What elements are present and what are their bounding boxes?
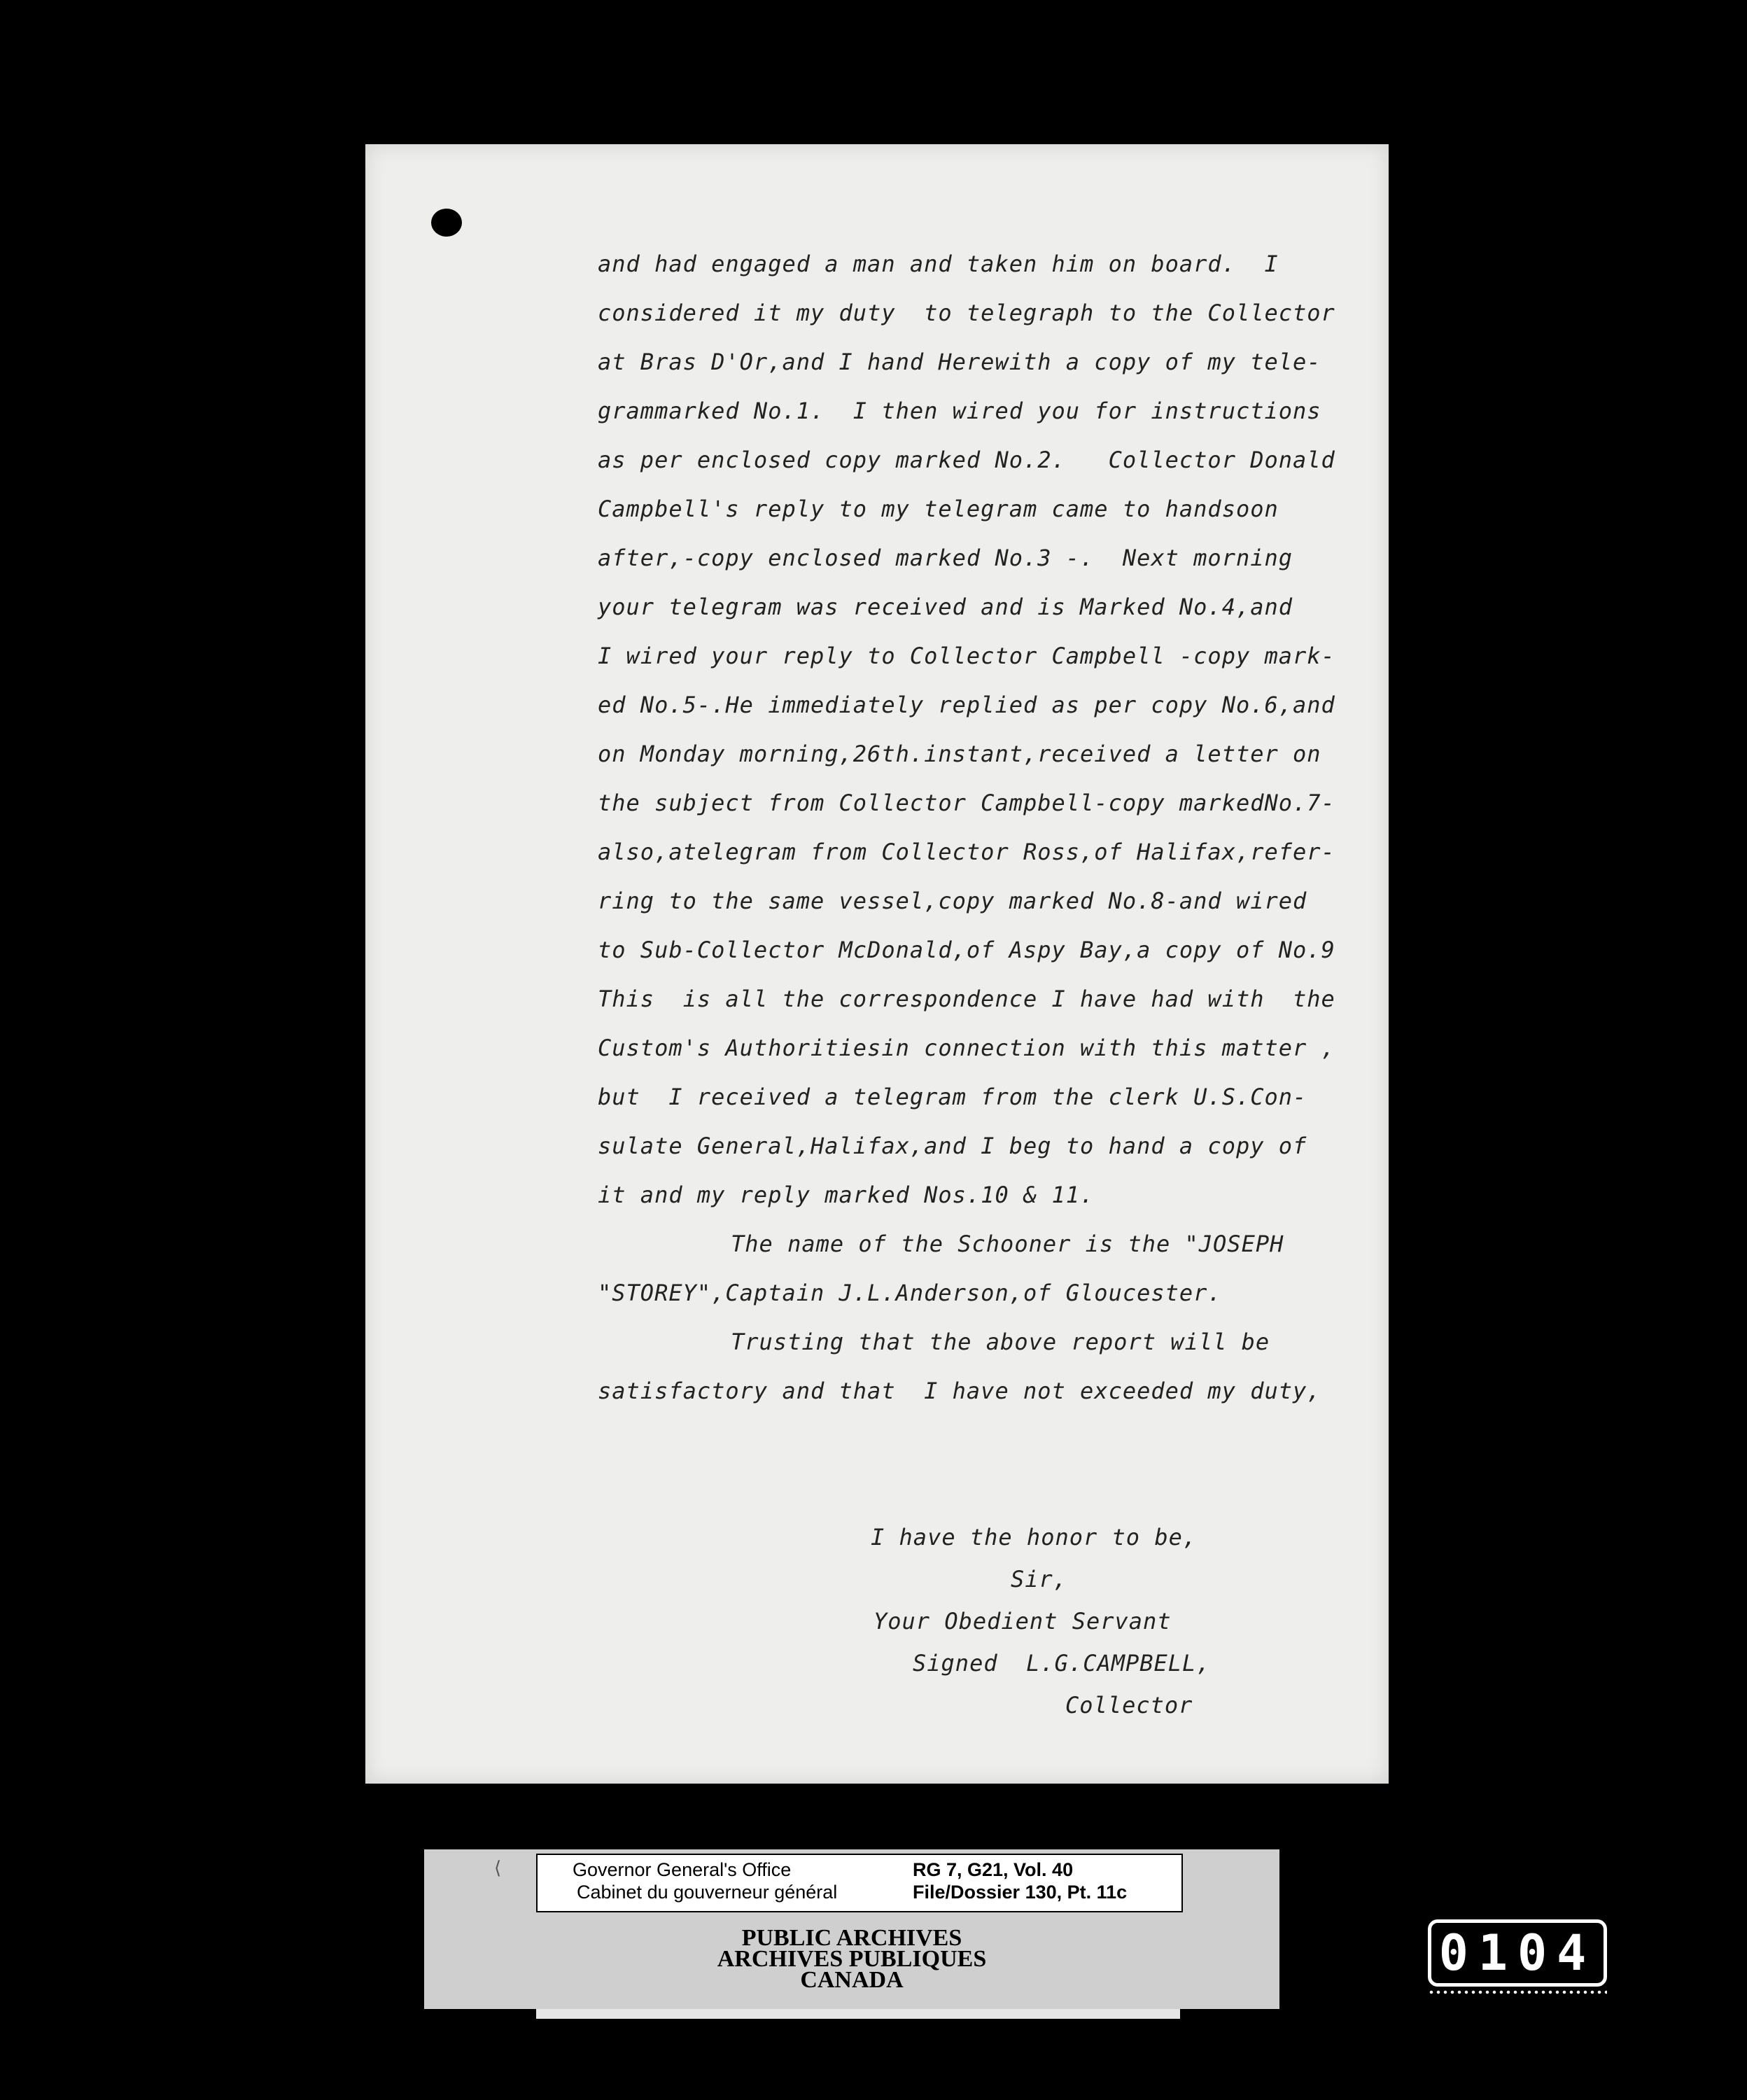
archives-line-3: CANADA — [800, 1967, 904, 1993]
letter-line: after,-copy enclosed marked No.3 -. Next morning — [598, 545, 1293, 571]
archive-reference-card — [536, 1854, 1183, 1912]
closing-honor: I have the honor to be, — [871, 1524, 1198, 1550]
record-group: RG 7, G21, Vol. 40 — [913, 1859, 1074, 1880]
letter-line: also,atelegram from Collector Ross,of Halifax,refer- — [598, 839, 1335, 865]
letter-line: considered it my duty to telegraph to the Collector — [598, 300, 1335, 326]
letter-line: ring to the same vessel,copy marked No.8-and wired — [598, 888, 1307, 914]
frame-number: 0104 — [1428, 1919, 1607, 1987]
letter-line: grammarked No.1. I then wired you for instructions — [598, 398, 1321, 424]
letter-line: your telegram was received and is Marked No.4,and — [598, 594, 1293, 620]
archive-label-band — [424, 1849, 1279, 2009]
film-mark: ⟨ — [494, 1858, 502, 1879]
closing-salutation: Sir, — [1011, 1566, 1068, 1592]
letter-page — [365, 144, 1389, 1784]
file-number: File/Dossier 130, Pt. 11c — [913, 1882, 1128, 1903]
letter-line: it and my reply marked Nos.10 & 11. — [598, 1182, 1095, 1208]
archives-line-2: ARCHIVES PUBLIQUES — [717, 1946, 987, 1972]
letter-line: Custom's Authoritiesin connection with this matter , — [598, 1035, 1335, 1061]
letter-line: The name of the Schooner is the "JOSEPH — [731, 1231, 1284, 1257]
letter-line: sulate General,Halifax,and I beg to hand a copy of — [598, 1133, 1307, 1159]
label-bottom-strip — [536, 2009, 1180, 2019]
archives-line-1: PUBLIC ARCHIVES — [741, 1925, 962, 1951]
letter-line: I wired your reply to Collector Campbell -copy mark- — [598, 643, 1335, 669]
signature: Signed L.G.CAMPBELL, — [913, 1650, 1211, 1676]
letter-line: ed No.5-.He immediately replied as per copy No.6,and — [598, 692, 1335, 718]
letter-line: Trusting that the above report will be — [731, 1329, 1270, 1355]
letter-line: the subject from Collector Campbell-copy markedNo.7- — [598, 790, 1335, 816]
letter-line: and had engaged a man and taken him on board. I — [598, 251, 1279, 277]
letter-line: to Sub-Collector McDonald,of Aspy Bay,a copy of No.9 — [598, 937, 1335, 963]
office-french: Cabinet du gouverneur général — [577, 1882, 838, 1903]
frame-perforation — [1428, 1989, 1607, 1995]
letter-body — [598, 239, 1333, 1415]
letter-line: "STOREY",Captain J.L.Anderson,of Gloucester. — [598, 1280, 1222, 1306]
letter-line: This is all the correspondence I have had with the — [598, 986, 1335, 1012]
letter-line: as per enclosed copy marked No.2. Collector Donald — [598, 447, 1335, 473]
signatory-title: Collector — [1065, 1692, 1193, 1718]
letter-line: satisfactory and that I have not exceeded my duty, — [598, 1378, 1321, 1404]
letter-line: on Monday morning,26th.instant,received a letter on — [598, 741, 1321, 767]
letter-line: but I received a telegram from the clerk U.S.Con- — [598, 1084, 1307, 1110]
punch-hole — [431, 209, 462, 237]
office-english: Governor General's Office — [573, 1859, 792, 1880]
closing-servant: Your Obedient Servant — [874, 1608, 1172, 1634]
letter-line: at Bras D'Or,and I hand Herewith a copy of my tele- — [598, 349, 1321, 375]
letter-line: Campbell's reply to my telegram came to handsoon — [598, 496, 1279, 522]
